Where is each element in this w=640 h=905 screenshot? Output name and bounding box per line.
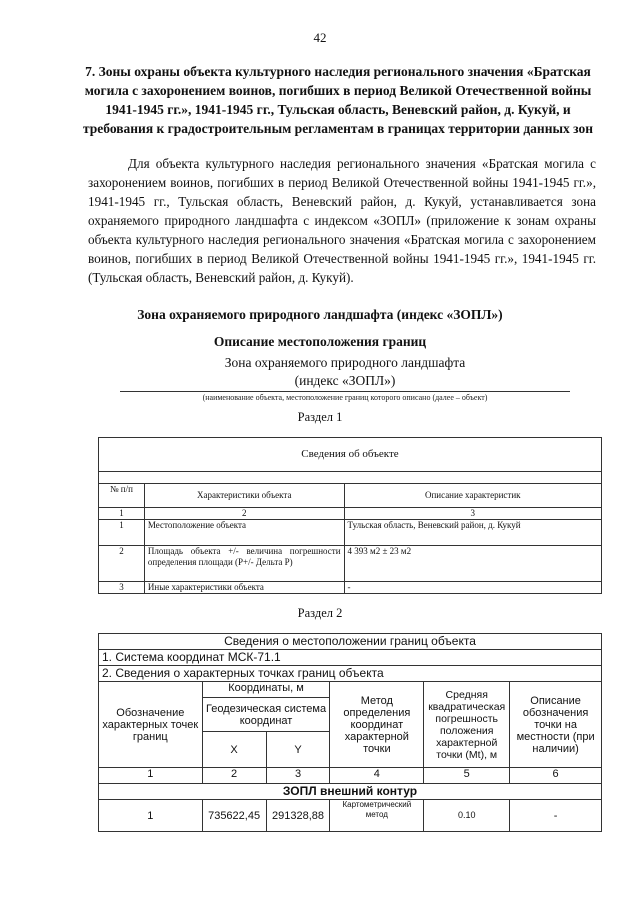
x-header: X bbox=[202, 732, 266, 768]
point-y: 291328,88 bbox=[266, 800, 330, 832]
num-cell: 5 bbox=[424, 768, 510, 784]
designation-header: Обозначение характерных точек границ bbox=[99, 682, 203, 768]
table-row bbox=[99, 546, 602, 582]
coords-header: Координаты, м bbox=[202, 682, 330, 698]
num-cell: 2 bbox=[202, 768, 266, 784]
zone-title: Зона охраняемого природного ландшафта (индекс «ЗОПЛ») bbox=[137, 307, 503, 322]
row-no: 1 bbox=[99, 520, 145, 546]
num-cell: 4 bbox=[330, 768, 424, 784]
row-no: 3 bbox=[99, 582, 145, 594]
y-header: Y bbox=[266, 732, 330, 768]
table-row bbox=[99, 520, 602, 546]
table-row bbox=[99, 800, 602, 832]
row-char: Местоположение объекта bbox=[144, 520, 344, 546]
section1-title: Раздел 1 bbox=[297, 410, 343, 424]
page-number: 42 bbox=[313, 30, 327, 45]
points-info: 2. Сведения о характерных точках границ объекта bbox=[99, 666, 602, 682]
table-row bbox=[99, 582, 602, 594]
point-id: 1 bbox=[99, 800, 203, 832]
description-header: Описание обозначения точки на местности (при наличии) bbox=[510, 682, 602, 768]
accuracy-header: Средняя квадратическая погрешность положения характерной точки (Mt), м bbox=[424, 682, 510, 768]
point-desc: - bbox=[510, 800, 602, 832]
underline-divider bbox=[120, 391, 570, 392]
num-cell: 3 bbox=[344, 508, 601, 520]
num-cell: 2 bbox=[144, 508, 344, 520]
col-desc-header: Описание характеристик bbox=[344, 484, 601, 508]
row-desc: Тульская область, Веневский район, д. Кукуй bbox=[344, 520, 601, 546]
col-char-header: Характеристики объекта bbox=[144, 484, 344, 508]
object-name-line1: Зона охраняемого природного ландшафта bbox=[224, 355, 466, 370]
table1-title: Сведения об объекте bbox=[99, 438, 602, 472]
contour-label: ЗОПЛ внешний контур bbox=[99, 784, 602, 800]
section2-title: Раздел 2 bbox=[297, 606, 343, 620]
row-no: 2 bbox=[99, 546, 145, 582]
row-desc: 4 393 м2 ± 23 м2 bbox=[344, 546, 601, 582]
table2-title: Сведения о местоположении границ объекта bbox=[99, 634, 602, 650]
geodetic-header: Геодезическая система координат bbox=[202, 698, 330, 732]
num-cell: 3 bbox=[266, 768, 330, 784]
point-accuracy: 0.10 bbox=[424, 800, 510, 832]
object-info-table bbox=[98, 437, 602, 594]
table1-spacer bbox=[99, 472, 602, 484]
num-cell: 6 bbox=[510, 768, 602, 784]
object-name-line2: (индекс «ЗОПЛ») bbox=[294, 373, 396, 388]
boundaries-title: Описание местоположения границ bbox=[213, 334, 427, 349]
point-method: Картометрический метод bbox=[330, 800, 424, 832]
coord-system: 1. Система координат МСК-71.1 bbox=[99, 650, 602, 666]
method-header: Метод определения координат характерной точки bbox=[330, 682, 424, 768]
col-no-header: № п/п bbox=[99, 484, 145, 508]
num-cell: 1 bbox=[99, 768, 203, 784]
boundary-points-table bbox=[98, 633, 602, 832]
object-caption: (наименование объекта, местоположение границ которого описано (далее – объект) bbox=[202, 393, 488, 402]
row-char: Площадь объекта +/- величина погрешности определения площади (P+/- Дельта P) bbox=[144, 546, 344, 582]
object-name bbox=[120, 354, 570, 390]
body-paragraph: Для объекта культурного наследия регионального значения «Братская могила с захоронением воинов, погибших в период Великой Отечественной войны 1941-1945 гг.», 1941-1945 гг., Тульская область, Веневский район, д. Кукуй, устанавливается зона охраняемого природного ландшафта с индексом «ЗОПЛ» (приложение к зонам охраны объекта культурного наследия регионального значения «Братская могила с захоронением воинов, погибших в период Великой Отечественной войны 1941-1945 гг.», 1941-1945 гг. (Тульская область, Веневский район, д. Кукуй). bbox=[88, 156, 596, 285]
row-char: Иные характеристики объекта bbox=[144, 582, 344, 594]
row-desc: - bbox=[344, 582, 601, 594]
point-x: 735622,45 bbox=[202, 800, 266, 832]
num-cell: 1 bbox=[99, 508, 145, 520]
section-heading: 7. Зоны охраны объекта культурного наследия регионального значения «Братская могила с захоронением воинов, погибших в период Великой Отечественной войны 1941-1945 гг.», 1941-1945 гг., Тульская область, Веневский район, д. Кукуй, и требования к градостроительным регламентам в границах территории данных зон bbox=[82, 64, 594, 136]
